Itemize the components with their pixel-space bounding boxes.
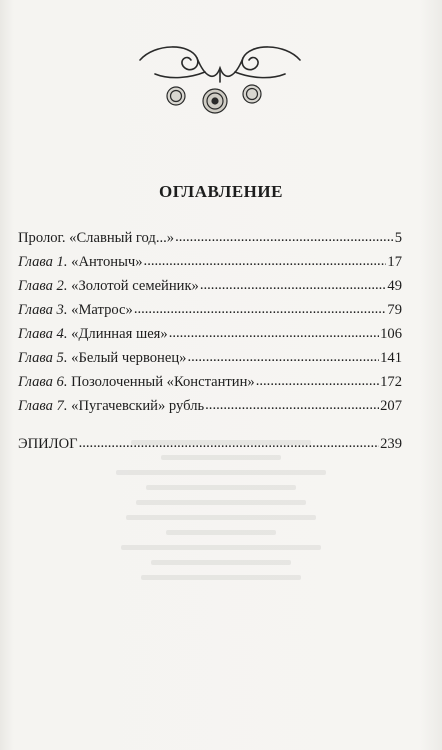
page-number: 106	[380, 326, 402, 342]
page-number: 239	[380, 436, 402, 452]
chapter-prefix: Глава 1.	[18, 254, 68, 270]
chapter-prefix: Глава 4.	[18, 326, 68, 342]
page-number: 207	[380, 398, 402, 414]
toc-entry-epilogue[interactable]	[18, 436, 402, 460]
toc-entry-chapter-3[interactable]	[18, 302, 402, 326]
entry-label: ЭПИЛОГ	[18, 436, 78, 452]
entry-label: «Пугачевский» рубль	[71, 398, 205, 414]
entry-label: «Матрос»	[71, 302, 133, 318]
page-number: 5	[394, 230, 402, 246]
chapter-prefix: Глава 5.	[18, 350, 68, 366]
leader-dots	[200, 277, 387, 294]
page-number: 141	[380, 350, 402, 366]
chapter-prefix: Глава 7.	[18, 398, 68, 414]
page-number: 79	[387, 302, 402, 318]
entry-label: «Антоныч»	[71, 254, 143, 270]
leader-dots	[175, 229, 394, 246]
table-of-contents	[18, 230, 402, 460]
leader-dots	[144, 253, 387, 270]
toc-entry-chapter-6[interactable]	[18, 374, 402, 398]
page-number: 17	[387, 254, 402, 270]
entry-label: Пролог. «Славный год...»	[18, 230, 175, 246]
leader-dots	[256, 373, 379, 390]
toc-entry-chapter-1[interactable]	[18, 254, 402, 278]
toc-title: ОГЛАВЛЕНИЕ	[159, 182, 283, 201]
show-through-text	[0, 430, 442, 730]
toc-entry-chapter-5[interactable]	[18, 350, 402, 374]
entry-label: «Длинная шея»	[71, 326, 168, 342]
ornament-flourish-icon	[135, 38, 305, 124]
chapter-prefix: Глава 3.	[18, 302, 68, 318]
toc-entry-chapter-4[interactable]	[18, 326, 402, 350]
leader-dots	[79, 435, 380, 452]
leader-dots	[205, 397, 379, 414]
toc-entry-chapter-2[interactable]	[18, 278, 402, 302]
chapter-prefix: Глава 6.	[18, 374, 68, 390]
leader-dots	[134, 301, 387, 318]
entry-label: «Белый червонец»	[71, 350, 187, 366]
leader-dots	[169, 325, 379, 342]
entry-label: «Золотой семейник»	[71, 278, 199, 294]
chapter-prefix: Глава 2.	[18, 278, 68, 294]
entry-label: Позолоченный «Константин»	[71, 374, 255, 390]
page-number: 172	[380, 374, 402, 390]
page-number: 49	[387, 278, 402, 294]
toc-entry-chapter-7[interactable]	[18, 398, 402, 422]
toc-entry-prologue[interactable]	[18, 230, 402, 254]
leader-dots	[187, 349, 379, 366]
